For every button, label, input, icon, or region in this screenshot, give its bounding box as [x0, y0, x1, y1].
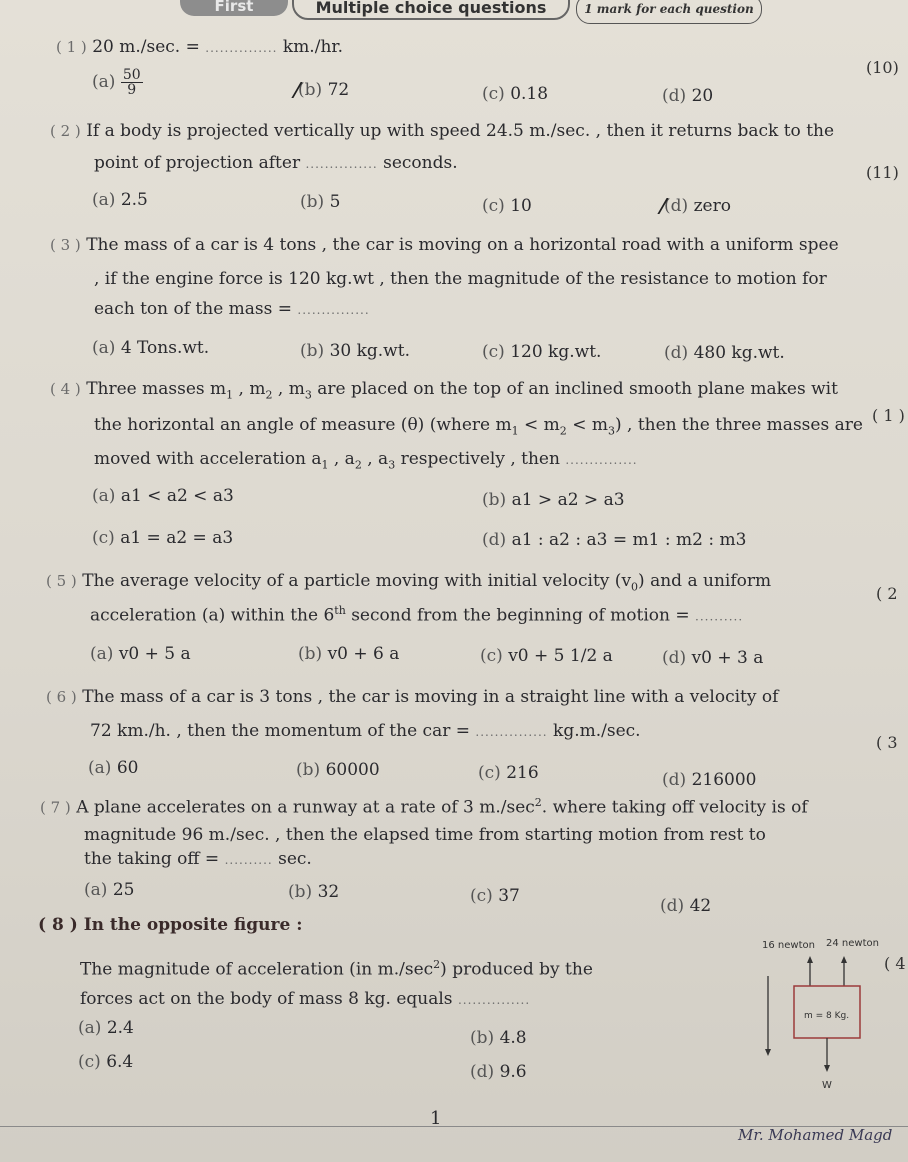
signature: Mr. Mohamed Magd: [738, 1126, 893, 1144]
option-a[interactable]: (a) a1 < a2 < a3: [92, 486, 234, 506]
question-4: ( 4 ) Three masses $m_1$ , $m_2$ , $m_3$ are placed on the top of an inclined smooth plane makes wit: [50, 379, 838, 402]
question-number: ( 6 ): [46, 688, 77, 706]
option-c[interactable]: (c) 10: [482, 196, 532, 216]
option-b[interactable]: (b) 72: [298, 80, 350, 100]
arrow-head: [807, 956, 813, 963]
mass-label: m = 8 Kg.: [804, 1011, 850, 1021]
question-number: ( 3 ): [50, 236, 81, 254]
question-3: ( 3 ) The mass of a car is 4 tons , the car is moving on a horizontal road with a uniform spee: [50, 235, 839, 255]
question-number: ( 4 ): [50, 380, 81, 398]
question-8: ( 8 ) In the opposite figure :: [38, 915, 303, 935]
question-1: ( 1 ) 20 m./sec. = ............... km./hr.: [56, 37, 344, 57]
question-2: ( 2 ) If a body is projected vertically up with speed 24.5 m./sec. , then it returns back to the: [50, 121, 835, 141]
force-label-24: 24 newton: [826, 938, 879, 949]
option-d[interactable]: (d) a1 : a2 : a3 = m1 : m2 : m3: [482, 530, 747, 550]
weight-label: W: [822, 1080, 832, 1091]
option-d[interactable]: (d) zero: [664, 196, 731, 216]
option-a[interactable]: (a) 60: [88, 758, 139, 778]
option-a[interactable]: (a) v0 + 5 a: [90, 644, 191, 664]
option-c[interactable]: (c) a1 = a2 = a3: [92, 528, 234, 548]
option-c[interactable]: (c) 37: [470, 886, 520, 906]
side-number: ( 1 ): [872, 406, 905, 425]
arrow-head: [841, 956, 847, 963]
option-d[interactable]: (d) 9.6: [470, 1062, 527, 1082]
arrow-head: [824, 1065, 830, 1072]
force-diagram: [752, 930, 882, 1100]
section-title: Multiple choice questions: [292, 0, 570, 20]
question-number: ( 1 ): [56, 38, 87, 56]
arrow-head: [765, 1049, 771, 1056]
option-c[interactable]: (c) 6.4: [78, 1052, 134, 1072]
question-5: ( 5 ) The average velocity of a particle moving with initial velocity $(v_0)$ and a uniform: [46, 571, 772, 594]
question-number: ( 2 ): [50, 122, 81, 140]
option-b[interactable]: (b) 4.8: [470, 1028, 527, 1048]
side-number: ( 4: [884, 954, 906, 973]
question-number: ( 8 ): [38, 915, 78, 935]
option-b[interactable]: (b) 30 kg.wt.: [300, 341, 410, 361]
page-number: 1: [430, 1108, 442, 1129]
option-c[interactable]: (c) 216: [478, 763, 539, 783]
option-b[interactable]: (b) a1 > a2 > a3: [482, 490, 625, 510]
option-d[interactable]: (d) 480 kg.wt.: [664, 343, 785, 363]
option-b[interactable]: (b) 5: [300, 192, 341, 212]
force-label-16: 16 newton: [762, 940, 815, 951]
option-a[interactable]: (a) 4 Tons.wt.: [92, 338, 210, 358]
side-number: ( 2: [876, 584, 898, 603]
option-b[interactable]: (b) 60000: [296, 760, 380, 780]
question-number: ( 5 ): [46, 572, 77, 590]
question-7: ( 7 ) A plane accelerates on a runway at a rate of 3 $m./\sec^2$. where taking off velocity is of: [40, 796, 808, 818]
worksheet-page: First Multiple choice questions 1 mark for each question (10) (11) ( 1 ) ( 2 ( 3 ( 4 ( 1 ) 20 m./sec. = ............... km./hr. (a) $\frac{50}{9}$ (b) 72 (c) 0.18 (d) 20 ( 2 ) If a body is projected vertically up with speed 24.5 m./sec. , then it returns back to the point of projection after ............... seconds. (a) 2.5 (b) 5 (c) 10 (d) zero ( 3 ) The mass of a car is 4 tons , the car is moving on a horizontal road with a uniform spee , if the engine force is 120 kg.wt , then the magnitude of the resistance to motion for each ton of the mass = ............... (a) 4 Tons.wt. (b) 30 kg.wt. (c) 120 kg.wt. (d) 480 kg.wt. ( 4 ) Three masses $m_1$ , $m_2$ , $m_3$ are placed on the top of an inclined smooth plane makes wit the horizontal an angle of measure (θ) (where $m_1 < m_2 < m_3$) , then the three masses are moved with acceleration $a_1$ , $a_2$ , $a_3$ respectively , then ............... (a) a1 < a2 < a3 (b) a1 > a2 > a3 (c) a1 = a2 = a3 (d) a1 : a2 : a3 = m1 : m2 : m3 ( 5 ) The average velocity of a particle moving with initial velocity $(v_0)$ and a uniform acceleration (a) within the 6th second from the beginning of motion = .......... (a) v0 + 5 a (b) v0 + 6 a (c) v0 + 5 1/2 a (d) v0 + 3 a ( 6 ) The mass of a car is 3 tons , the car is moving in a straight line with a velocity of 72 km./h. , then the momentum of the car = ............... kg.m./sec. (a) 60 (b) 60000 (c) 216 (d) 216000 ( 7 ) A plane accelerates on a runway at a rate of 3 $m./\sec^2$. where taking off velocity is of magnitude 96 m./sec. , then the elapsed time from starting motion from rest to the taking off = .......... sec. (a) 25 (b) 32 (c) 37 (d) 42 ( 8 ) In the opposite figure : The magnitude of acceleration (in $m./\sec^2$) produced by the forces act on the body of mass 8 kg. equals ............... (a) 2.4 (b) 4.8 (c) 6.4 (d) 9.6 16 newton 24 newton m = 8 Kg. W 1 Mr. Mohamed Magd: [0, 0, 908, 1162]
section-tag: First: [180, 0, 288, 16]
option-c[interactable]: (c) v0 + 5 1/2 a: [480, 646, 613, 666]
option-d[interactable]: (d) 20: [662, 86, 714, 106]
option-c[interactable]: (c) 120 kg.wt.: [482, 342, 602, 362]
option-d[interactable]: (d) 42: [660, 896, 712, 916]
option-b[interactable]: (b) 32: [288, 882, 340, 902]
side-number: (10): [866, 58, 899, 77]
fraction: $\frac{50}{9}$: [122, 67, 141, 98]
mark-note: 1 mark for each question: [576, 0, 762, 24]
option-a[interactable]: (a) 2.5: [92, 190, 148, 210]
option-b[interactable]: (b) v0 + 6 a: [298, 644, 400, 664]
question-number: ( 7 ): [40, 798, 71, 817]
side-number: (11): [866, 163, 899, 182]
side-number: ( 3: [876, 733, 898, 752]
option-c[interactable]: (c) 0.18: [482, 84, 549, 104]
option-d[interactable]: (d) v0 + 3 a: [662, 648, 764, 668]
question-6: ( 6 ) The mass of a car is 3 tons , the car is moving in a straight line with a velocity of: [46, 687, 779, 707]
option-d[interactable]: (d) 216000: [662, 770, 757, 790]
option-a[interactable]: (a) $\frac{50}{9}$: [92, 67, 141, 98]
option-a[interactable]: (a) 25: [84, 880, 135, 900]
option-a[interactable]: (a) 2.4: [78, 1018, 134, 1038]
